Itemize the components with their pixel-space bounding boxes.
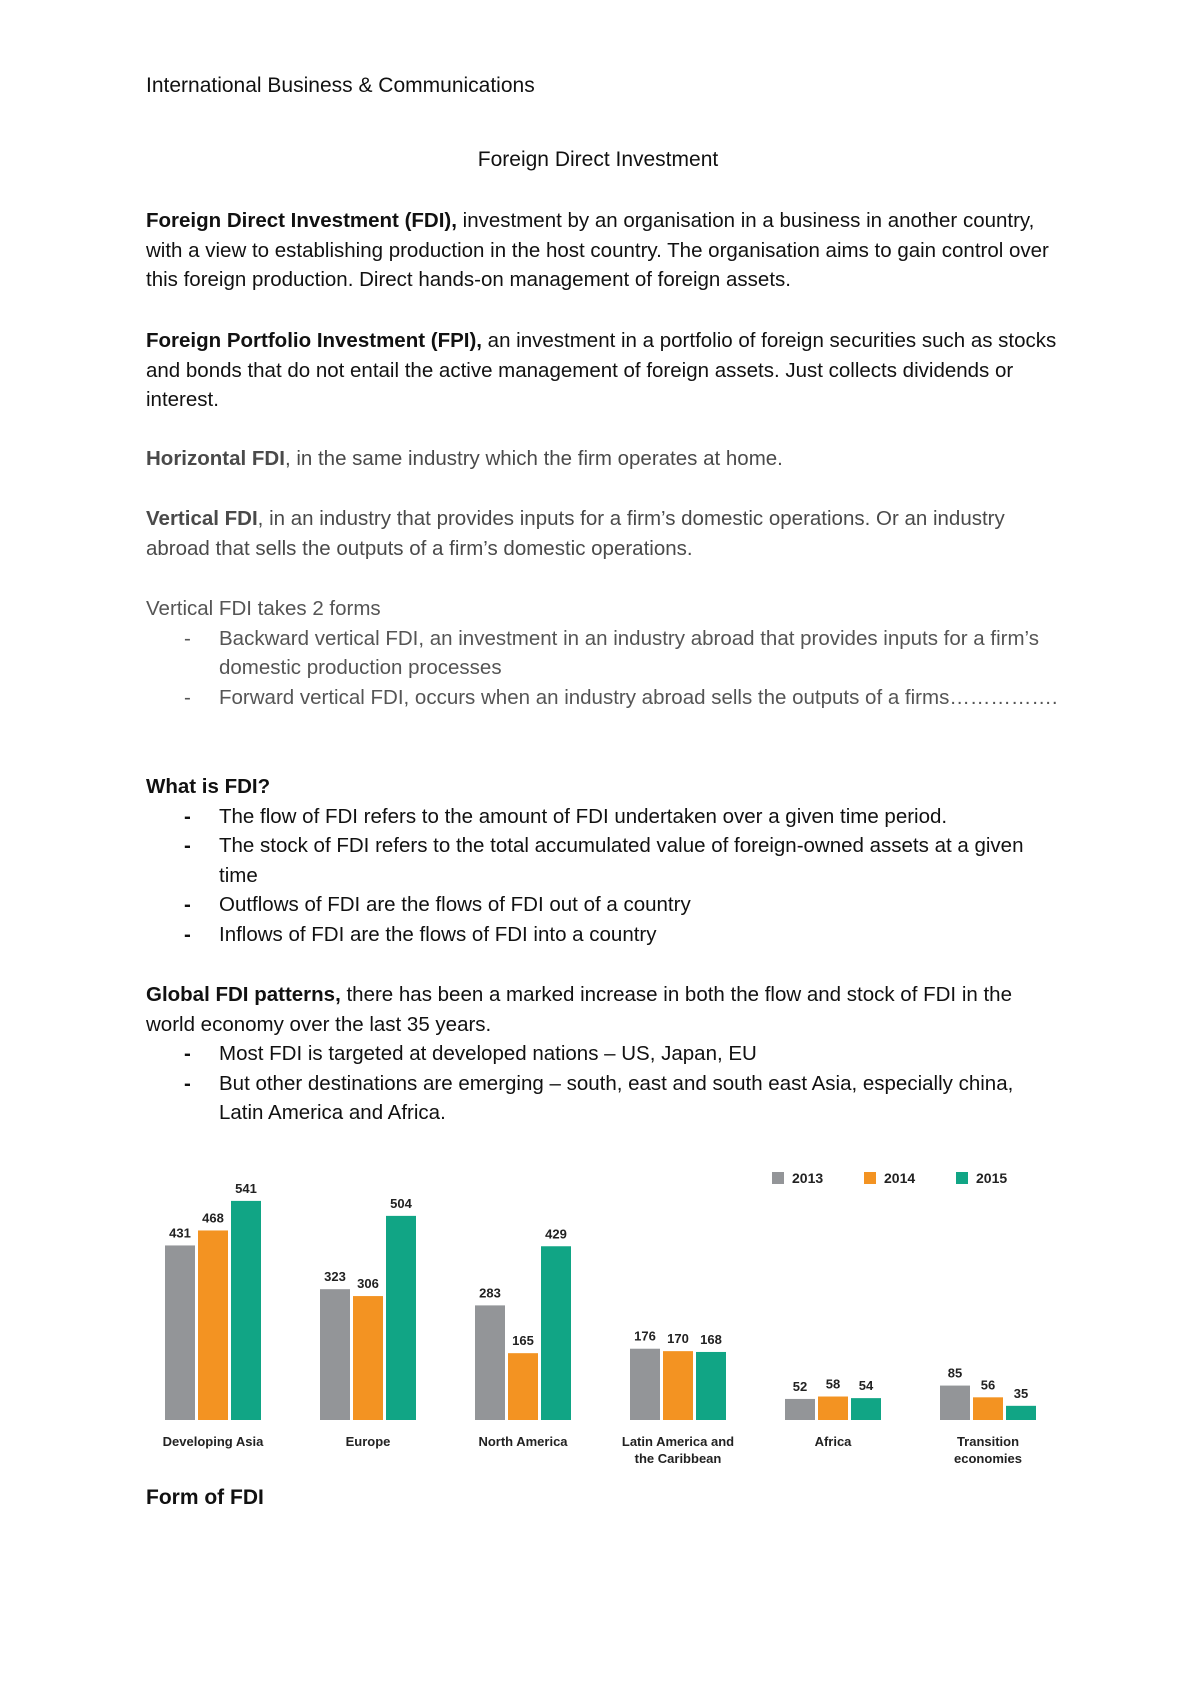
bar-2015-4 [851,1398,881,1420]
category-label-5: economies [954,1451,1022,1466]
data-label-2015-2: 429 [545,1226,567,1242]
what-is-fdi [146,772,1062,949]
category-label-4: Africa [814,1434,852,1449]
bar-2015-2 [541,1246,571,1420]
vertical-fdi [146,504,1062,563]
data-label-2015-3: 168 [700,1331,722,1347]
vertical-text: , in an industry that provides inputs for a firm’s domestic operations. Or an industry abroad that sells the outputs of a firm’s domestic operations. [146,507,1005,560]
data-label-2013-5: 85 [947,1365,963,1381]
data-label-2013-2: 283 [479,1285,501,1301]
global-fdi-patterns [146,980,1062,1128]
bar-2015-1 [386,1216,416,1420]
data-label-2014-5: 56 [980,1377,996,1393]
horizontal-text: , in the same industry which the firm operates at home. [284,447,783,470]
category-label-3: Latin America and [621,1434,735,1449]
horizontal-term: Horizontal FDI [146,447,285,470]
list-item: - Backward vertical FDI, an investment in an industry abroad that provides inputs for a firm’s domestic production processes [146,624,1062,683]
legend-swatch-2015 [956,1172,968,1184]
data-label-2014-2: 165 [512,1333,534,1349]
legend-label-2013: 2013 [792,1170,824,1186]
global-text: there has been a marked increase in both the flow and stock of FDI in the world economy over the last 35 years. [146,983,1012,1036]
list-item: - The stock of FDI refers to the total accumulated value of foreign-owned assets at a given time [146,831,1062,890]
list-item: - But other destinations are emerging – south, east and south east Asia, especially china, Latin America and Africa. [146,1069,1062,1128]
bar-2015-3 [696,1352,726,1420]
legend-label-2015: 2015 [976,1170,1008,1186]
legend-label-2014: 2014 [884,1170,916,1186]
data-label-2013-1: 323 [324,1269,346,1285]
category-label-1: Europe [345,1434,391,1449]
document-header: International Business & Communications [146,74,535,97]
what-is-heading: What is FDI? [146,775,271,798]
data-label-2013-4: 52 [792,1378,808,1394]
vertical-forms-list [146,624,1062,713]
bar-2014-1 [353,1296,383,1420]
legend-swatch-2013 [772,1172,784,1184]
data-label-2014-1: 306 [357,1276,379,1292]
global-term: Global FDI patterns, [146,983,341,1006]
bar-2013-4 [785,1399,815,1420]
fdi-definition [146,206,1062,295]
what-is-list [146,802,1062,950]
data-label-2015-5: 35 [1013,1385,1029,1401]
bar-2015-5 [1006,1406,1036,1420]
fpi-text: an investment in a portfolio of foreign securities such as stocks and bonds that do not entail the active management of foreign assets. Just collects dividends or interest. [146,329,1057,411]
list-item: - Outflows of FDI are the flows of FDI out of a country [146,890,1062,920]
data-label-2015-1: 504 [390,1195,412,1211]
data-label-2013-0: 431 [169,1225,191,1241]
fdi-text: investment by an organisation in a business in another country, with a view to establishing production in the host country. The organisation aims to gain control over this foreign production. Direct hands-on management of foreign assets. [146,209,1049,291]
page-title: Foreign Direct Investment [477,148,719,171]
category-label-3: the Caribbean [634,1451,722,1466]
vertical-forms [146,594,1062,712]
category-label-0: Developing Asia [162,1434,264,1449]
bar-2014-3 [663,1351,693,1420]
bar-2014-2 [508,1353,538,1420]
bar-2013-1 [320,1289,350,1420]
bar-2013-3 [630,1349,660,1420]
vertical-forms-heading: Vertical FDI takes 2 forms [146,597,381,620]
list-item: - The flow of FDI refers to the amount of FDI undertaken over a given time period. [146,802,1062,832]
data-label-2015-0: 541 [235,1180,257,1196]
data-label-2013-3: 176 [634,1328,656,1344]
fpi-term: Foreign Portfolio Investment (FPI), [146,329,482,352]
bar-2014-5 [973,1397,1003,1420]
data-label-2014-4: 58 [825,1376,841,1392]
bar-2013-0 [165,1245,195,1420]
data-label-2014-3: 170 [667,1331,689,1347]
bar-2014-4 [818,1397,848,1420]
global-list [146,1039,1062,1128]
bar-2014-0 [198,1230,228,1420]
bar-2013-2 [475,1305,505,1420]
category-label-5: Transition [956,1434,1020,1449]
fdi-bar-chart [150,1150,1080,1480]
list-item: - Forward vertical FDI, occurs when an industry abroad sells the outputs of a firms……………. [146,683,1062,713]
fdi-term: Foreign Direct Investment (FDI), [146,209,457,232]
horizontal-fdi [146,444,1062,474]
legend-swatch-2014 [864,1172,876,1184]
bar-2015-0 [231,1201,261,1420]
data-label-2014-0: 468 [202,1210,224,1226]
vertical-term: Vertical FDI [146,507,258,530]
fpi-definition [146,326,1062,415]
data-label-2015-4: 54 [858,1378,874,1394]
list-item: - Most FDI is targeted at developed nations – US, Japan, EU [146,1039,1062,1069]
category-label-2: North America [478,1434,568,1449]
bar-2013-5 [940,1386,970,1420]
list-item: - Inflows of FDI are the flows of FDI into a country [146,920,1062,950]
form-of-fdi-heading: Form of FDI [146,1486,264,1509]
